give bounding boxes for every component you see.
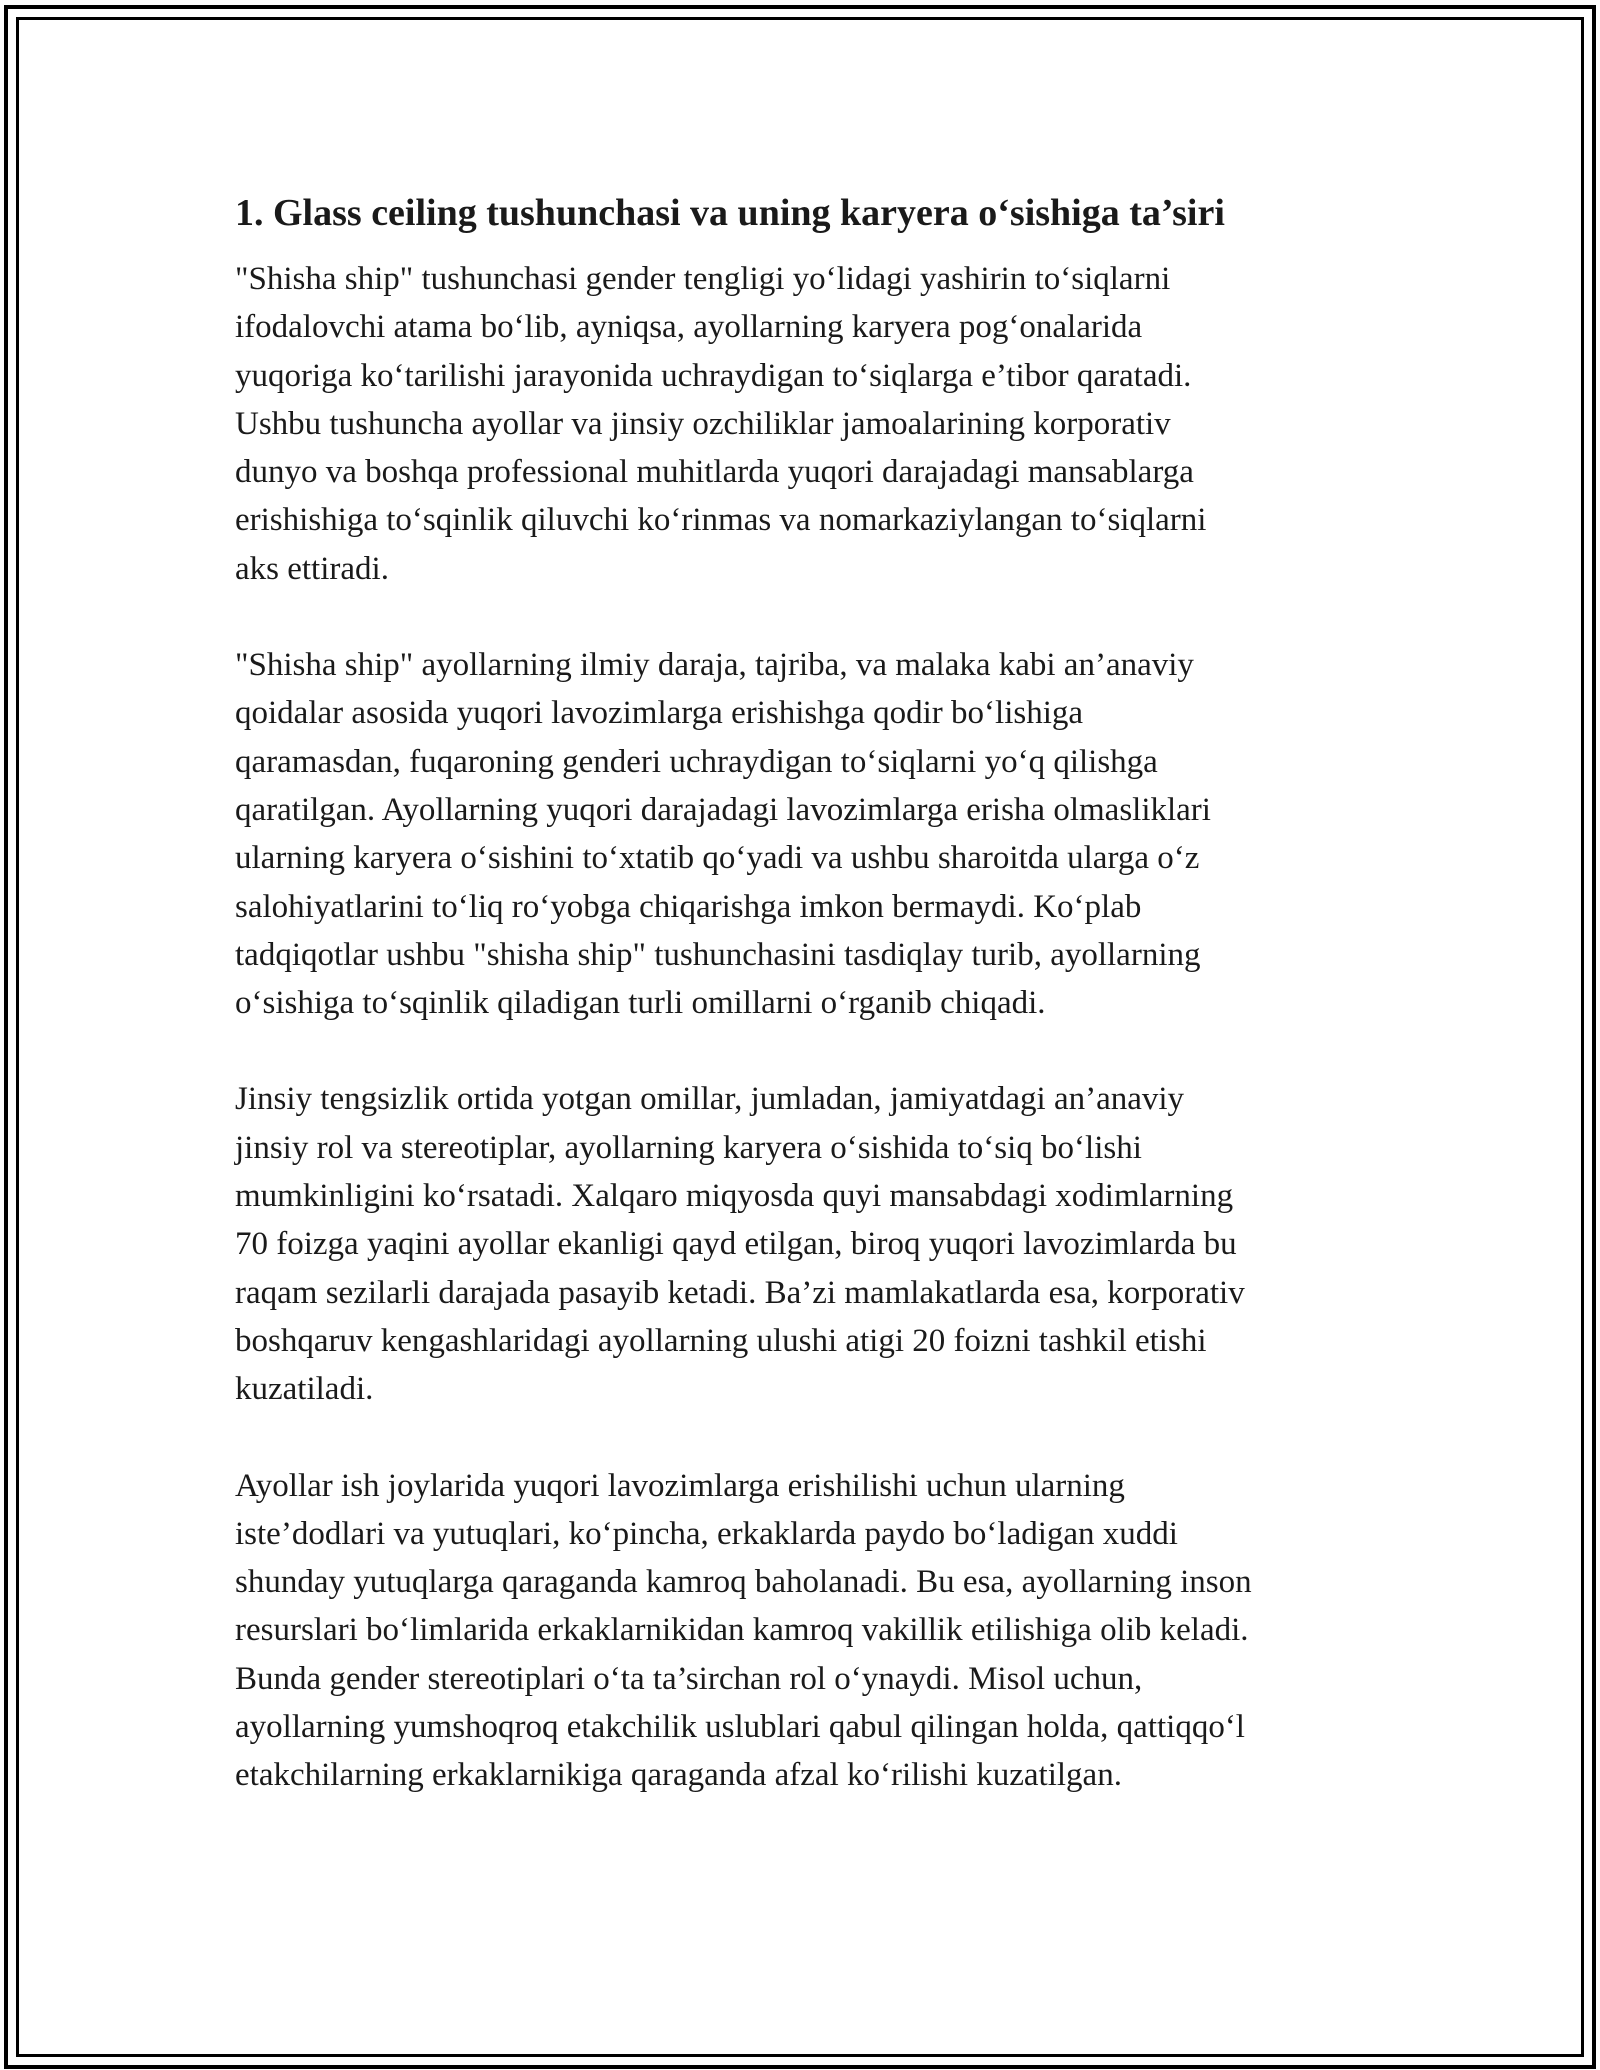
- paragraph: [235, 1075, 1375, 1413]
- text-line: ularning karyera o‘sishini to‘xtatib qo‘yadi va ushbu sharoitda ularga o‘z: [235, 840, 1200, 877]
- text-line: raqam sezilarli darajada pasayib ketadi. Ba’zi mamlakatlarda esa, korporativ: [235, 1274, 1245, 1311]
- document-body: [235, 185, 1375, 1848]
- section-title: 1. Glass ceiling tushunchasi va uning karyera o‘sishiga ta’siri: [235, 192, 1225, 234]
- paragraph: [235, 1462, 1375, 1800]
- text-line: dunyo va boshqa professional muhitlarda yuqori darajadagi mansablarga: [235, 454, 1194, 491]
- text-line: salohiyatlarini to‘liq ro‘yobga chiqarishga imkon bermaydi. Ko‘plab: [235, 888, 1142, 925]
- paragraph: [235, 641, 1375, 1027]
- paragraph-list: [235, 255, 1375, 1800]
- text-line: qoidalar asosida yuqori lavozimlarga erishishga qodir bo‘lishiga: [235, 695, 1084, 732]
- text-line: erishishiga to‘sqinlik qiluvchi ko‘rinmas va nomarkaziylangan to‘siqlarni: [235, 502, 1207, 539]
- text-line: 70 foizga yaqini ayollar ekanligi qayd etilgan, biroq yuqori lavozimlarda bu: [235, 1226, 1237, 1263]
- text-line: ifodalovchi atama bo‘lib, ayniqsa, ayollarning karyera pog‘onalarida: [235, 309, 1143, 346]
- text-line: etakchilarning erkaklarnikiga qaraganda afzal ko‘rilishi kuzatilgan.: [235, 1757, 1122, 1794]
- text-line: jinsiy rol va stereotiplar, ayollarning karyera o‘sishida to‘siq bo‘lishi: [235, 1129, 1142, 1166]
- text-line: qaramasdan, fuqaroning genderi uchraydigan to‘siqlarni yo‘q qilishga: [235, 743, 1158, 780]
- text-line: ayollarning yumshoqroq etakchilik uslublari qabul qilingan holda, qattiqqo‘l: [235, 1709, 1245, 1746]
- text-line: boshqaruv kengashlaridagi ayollarning ulushi atigi 20 foizni tashkil etishi: [235, 1322, 1207, 1359]
- text-line: kuzatiladi.: [235, 1371, 374, 1408]
- text-line: resurslari bo‘limlarida erkaklarnikidan kamroq vakillik etilishiga olib keladi.: [235, 1612, 1249, 1649]
- text-line: iste’dodlari va yutuqlari, ko‘pincha, erkaklarda paydo bo‘ladigan xuddi: [235, 1515, 1178, 1552]
- text-line: o‘sishiga to‘sqinlik qiladigan turli omillarni o‘rganib chiqadi.: [235, 985, 1046, 1022]
- text-line: Jinsiy tengsizlik ortida yotgan omillar, jumladan, jamiyatdagi an’anaviy: [235, 1081, 1185, 1118]
- text-line: yuqoriga ko‘tarilishi jarayonida uchraydigan to‘siqlarga e’tibor qaratadi.: [235, 357, 1192, 394]
- text-line: Ushbu tushuncha ayollar va jinsiy ozchiliklar jamoalarining korporativ: [235, 405, 1171, 442]
- text-line: aks ettiradi.: [235, 550, 389, 587]
- text-line: Ayollar ish joylarida yuqori lavozimlarga erishilishi uchun ularning: [235, 1467, 1125, 1504]
- text-line: tadqiqotlar ushbu "shisha ship" tushunchasini tasdiqlay turib, ayollarning: [235, 936, 1201, 973]
- text-line: qaratilgan. Ayollarning yuqori darajadagi lavozimlarga erisha olmasliklari: [235, 791, 1211, 828]
- text-line: mumkinligini ko‘rsatadi. Xalqaro miqyosda quyi mansabdagi xodimlarning: [235, 1178, 1234, 1215]
- text-line: shunday yutuqlarga qaraganda kamroq baholanadi. Bu esa, ayollarning inson: [235, 1564, 1252, 1601]
- text-line: Bunda gender stereotiplari o‘ta ta’sirchan rol o‘ynaydi. Misol uchun,: [235, 1660, 1143, 1697]
- paragraph: [235, 255, 1375, 593]
- text-line: "Shisha ship" ayollarning ilmiy daraja, tajriba, va malaka kabi an’anaviy: [235, 647, 1194, 684]
- text-line: "Shisha ship" tushunchasi gender tengligi yo‘lidagi yashirin to‘siqlarni: [235, 261, 1171, 297]
